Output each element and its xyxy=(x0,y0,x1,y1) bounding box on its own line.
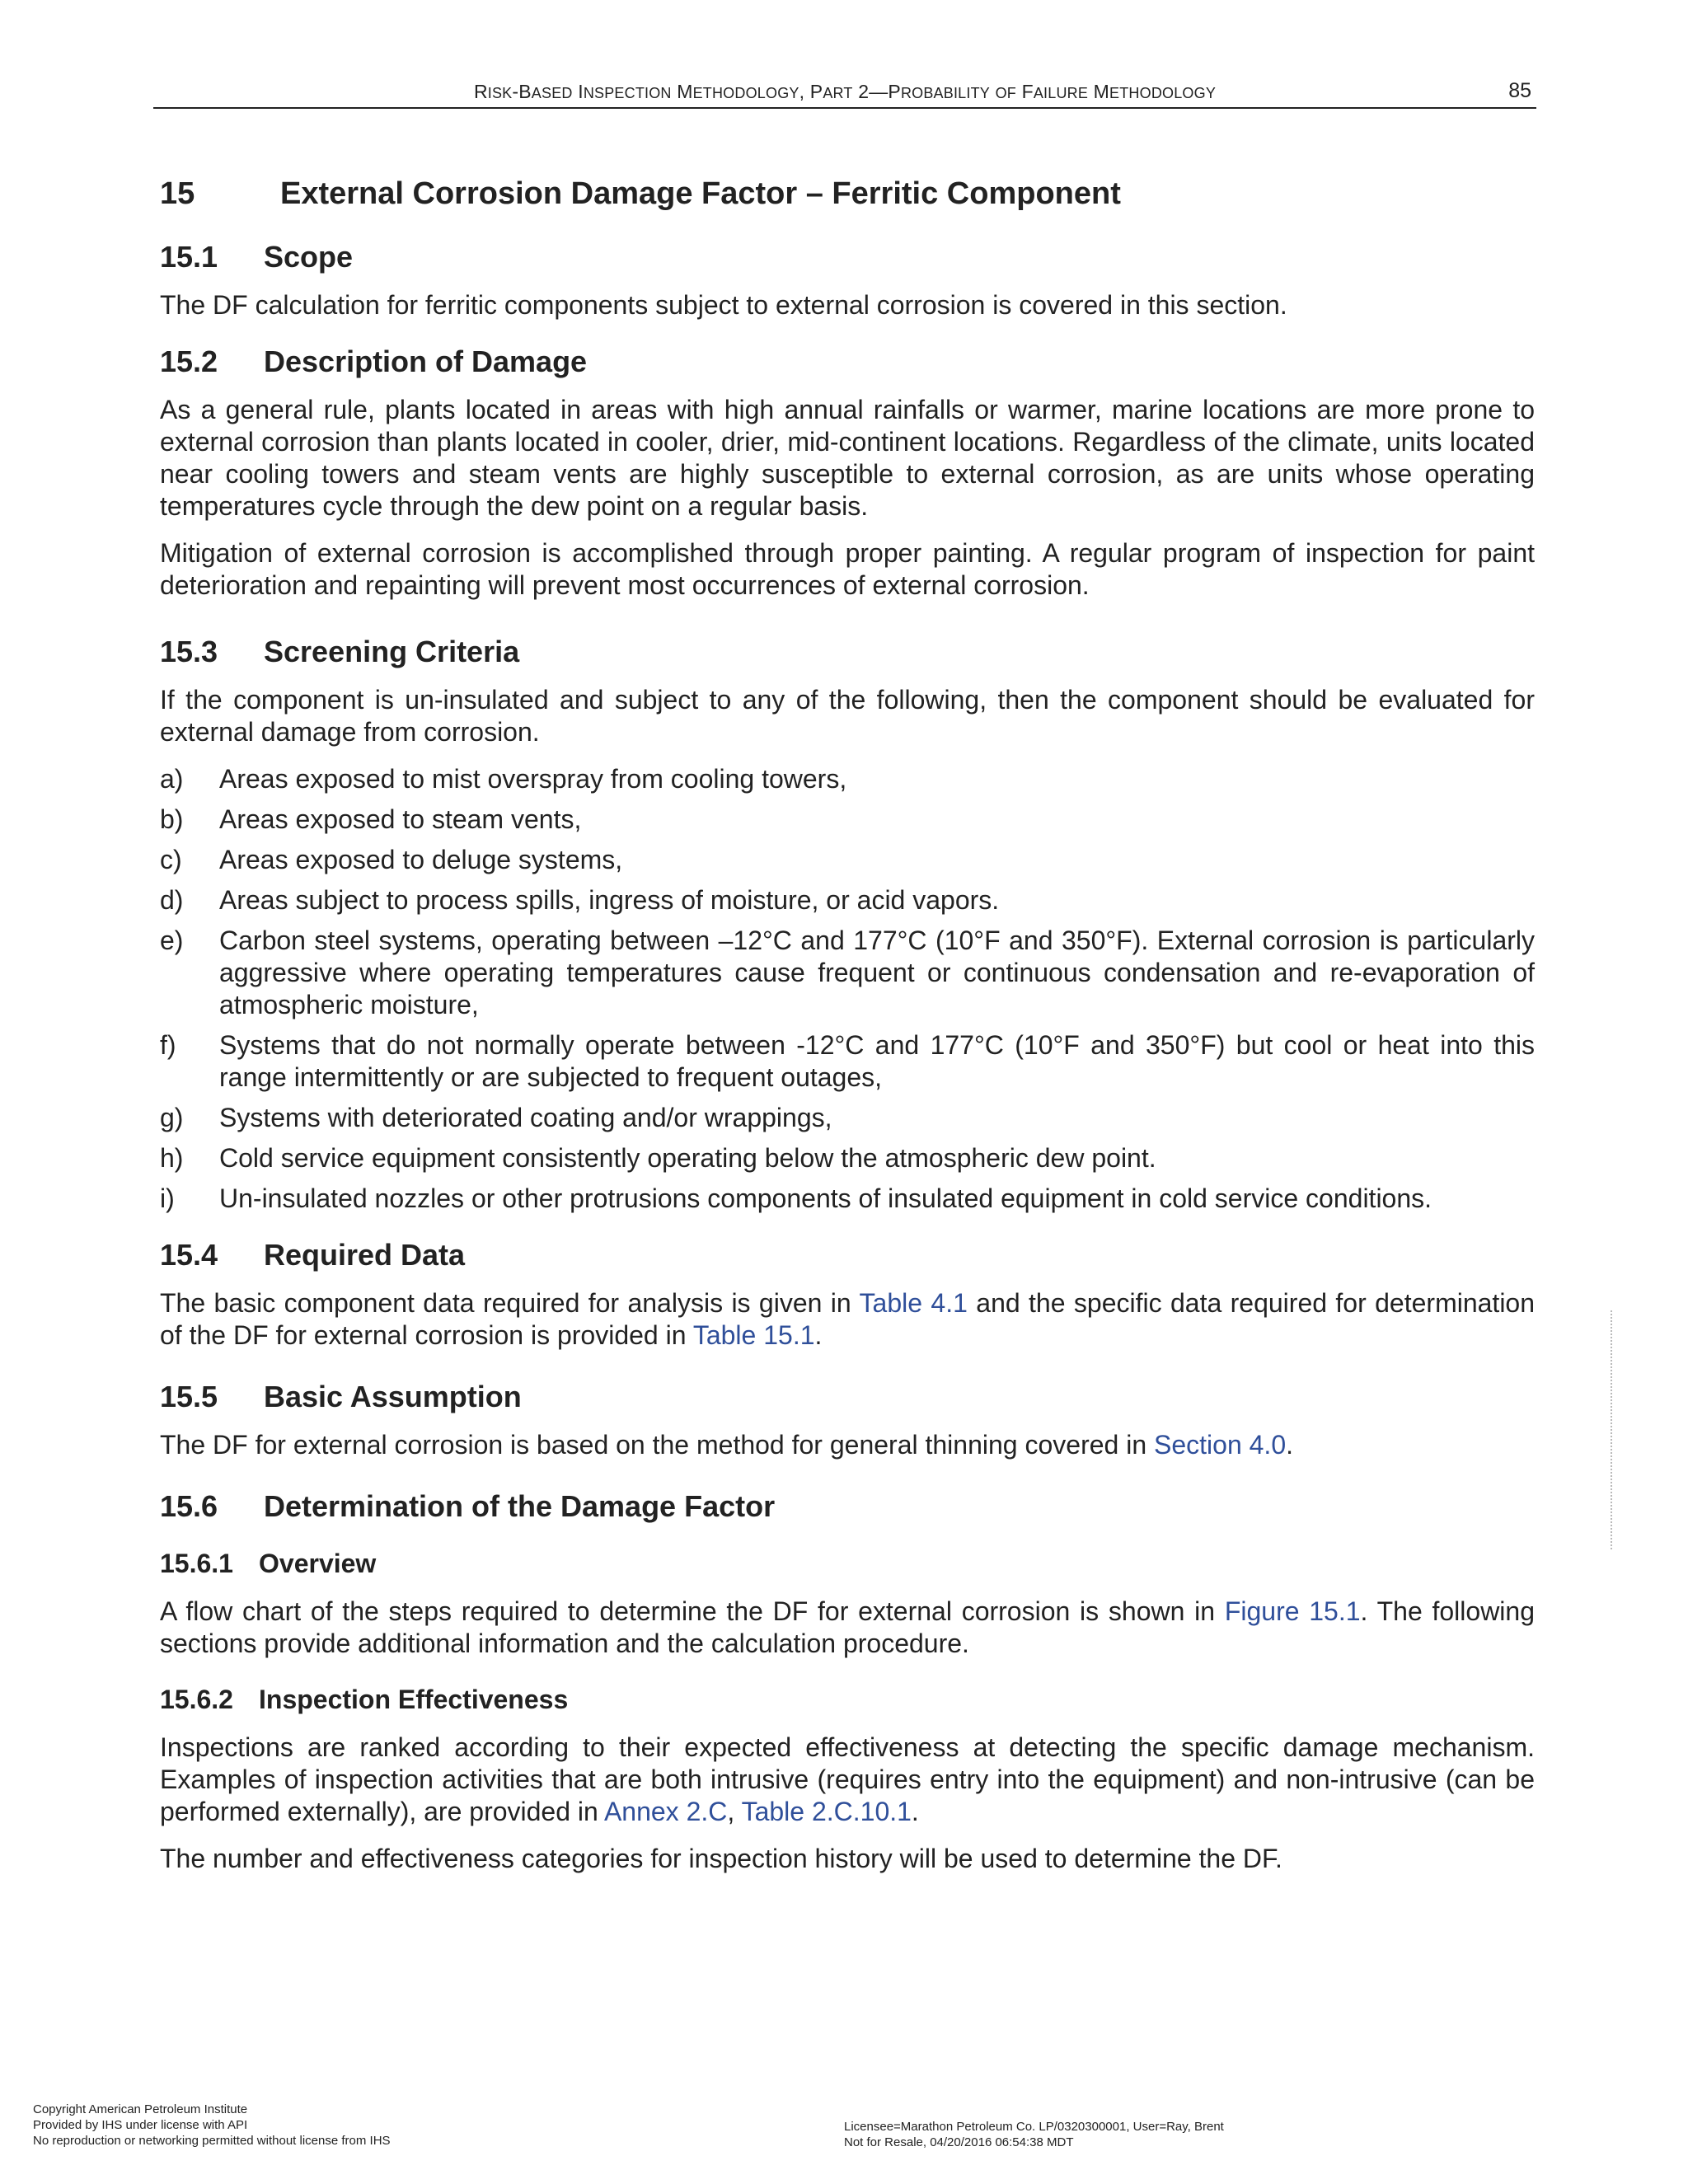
list-item-text: Areas exposed to mist overspray from cooling towers, xyxy=(219,764,847,794)
list-item-text: Carbon steel systems, operating between –12°C and 177°C (10°F and 350°F). External corrosion is particularly aggressive where operating temperatures cause frequent or continuous condensation and re-evaporation of atmospheric moisture, xyxy=(219,926,1535,1019)
title-part: F xyxy=(1015,81,1034,102)
subsubsection-heading-overview xyxy=(160,1549,1535,1579)
list-item-text: Areas exposed to steam vents, xyxy=(219,804,582,834)
list-item-text: Systems that do not normally operate between -12°C and 177°C (10°F and 350°F) but cool or heat into this range intermittently or are subjected to frequent outages, xyxy=(219,1030,1535,1092)
subsection-number: 15.2 xyxy=(160,344,218,378)
list-marker: e) xyxy=(160,926,184,955)
list-item xyxy=(160,1102,1535,1134)
title-part: R xyxy=(473,81,488,102)
paragraph xyxy=(160,1287,1535,1352)
title-part: M xyxy=(1088,81,1110,102)
subsubsection-number: 15.6.2 xyxy=(160,1685,233,1714)
footer-line: No reproduction or networking permitted without license from IHS xyxy=(33,2134,391,2148)
list-item xyxy=(160,884,1535,916)
subsection-heading-screening xyxy=(160,635,1535,669)
subsection-number: 15.4 xyxy=(160,1238,218,1272)
subsubsection-heading-inspection xyxy=(160,1685,1535,1715)
subsection-number: 15.1 xyxy=(160,240,218,274)
list-marker: i) xyxy=(160,1183,175,1213)
footer-line: Not for Resale, 04/20/2016 06:54:38 MDT xyxy=(844,2135,1074,2149)
title-part: ISK xyxy=(487,85,513,101)
list-marker: d) xyxy=(160,885,184,915)
section-title: External Corrosion Damage Factor – Ferritic Component xyxy=(280,176,1121,211)
text-run: . The following sections provide additional information and the calculation procedure. xyxy=(160,1596,1536,1658)
title-part: OF xyxy=(995,85,1016,101)
list-item xyxy=(160,763,1535,795)
paragraph xyxy=(160,1429,1535,1461)
table-2c-10-1-link[interactable]: Table 2.C.10.1 xyxy=(741,1797,912,1826)
subsubsection-title: Inspection Effectiveness xyxy=(259,1685,569,1714)
subsubsection-title: Overview xyxy=(259,1549,377,1578)
title-part: ROBABILITY xyxy=(900,85,990,101)
subsection-title: Screening Criteria xyxy=(264,635,520,668)
footer-right xyxy=(844,2119,1224,2150)
footer-line: Licensee=Marathon Petroleum Co. LP/0320300001, User=Ray, Brent xyxy=(844,2120,1224,2134)
title-part: ETHODOLOGY xyxy=(692,85,799,101)
title-part: AILURE xyxy=(1033,85,1089,101)
subsection-number: 15.5 xyxy=(160,1380,218,1413)
table-15-1-link[interactable]: Table 15.1 xyxy=(692,1320,815,1350)
subsection-title: Description of Damage xyxy=(264,344,588,378)
title-part: M xyxy=(671,81,693,102)
screening-criteria-list xyxy=(160,763,1535,1215)
section-number: 15 xyxy=(160,176,195,211)
list-item xyxy=(160,925,1535,1021)
subsection-title: Scope xyxy=(264,240,354,274)
paragraph: As a general rule, plants located in areas with high annual rainfalls or warmer, marine locations are more prone to external corrosion than plants located in cooler, drier, mid-continent locations. Regardless of the climate, units located near cooling towers and steam vents are highly susceptible to external corrosion, as are units whose operating temperatures cycle through the dew point on a regular basis. xyxy=(160,395,1535,521)
paragraph: The DF calculation for ferritic components subject to external corrosion is covered in this section. xyxy=(160,290,1287,320)
title-part xyxy=(990,81,996,102)
section-4-0-link[interactable]: Section 4.0 xyxy=(1154,1430,1287,1460)
text-run: . xyxy=(911,1797,919,1826)
subsection-heading-determination xyxy=(160,1489,1535,1524)
footer-line: Provided by IHS under license with API xyxy=(33,2118,248,2132)
footer-left xyxy=(33,2102,391,2149)
list-item-text: Areas exposed to deluge systems, xyxy=(219,845,623,874)
paragraph xyxy=(160,1732,1535,1828)
list-marker: f) xyxy=(160,1030,176,1060)
table-4-1-link[interactable]: Table 4.1 xyxy=(859,1288,968,1318)
title-part: ASED xyxy=(531,85,573,101)
list-marker: b) xyxy=(160,804,184,834)
list-item xyxy=(160,1142,1535,1174)
subsection-number: 15.3 xyxy=(160,635,218,668)
section-heading xyxy=(160,176,1535,212)
paragraph: Mitigation of external corrosion is accomplished through proper painting. A regular program of inspection for paint deterioration and repainting will prevent most occurrences of external corrosion. xyxy=(160,538,1535,600)
list-marker: a) xyxy=(160,764,184,794)
subsection-heading-scope xyxy=(160,240,1535,274)
subsection-heading-assumption xyxy=(160,1380,1535,1414)
subsection-heading-required-data xyxy=(160,1238,1535,1272)
footer-line: Copyright American Petroleum Institute xyxy=(33,2102,248,2116)
list-item-text: Cold service equipment consistently operating below the atmospheric dew point. xyxy=(219,1143,1156,1173)
title-part: ART xyxy=(823,85,853,101)
subsection-heading-description xyxy=(160,344,1535,379)
running-header xyxy=(153,77,1536,109)
title-part: , P xyxy=(799,81,823,102)
text-run: A flow chart of the steps required to determine the DF for external corrosion is shown in xyxy=(160,1596,1225,1626)
list-item xyxy=(160,1029,1535,1094)
main-content xyxy=(160,176,1535,1890)
subsection-title: Required Data xyxy=(264,1238,466,1272)
list-marker: c) xyxy=(160,845,182,874)
list-item xyxy=(160,844,1535,876)
running-header-title xyxy=(153,81,1536,103)
list-marker: h) xyxy=(160,1143,184,1173)
list-marker: g) xyxy=(160,1103,184,1132)
paragraph: The number and effectiveness categories for inspection history will be used to determine the DF. xyxy=(160,1844,1282,1873)
title-part: I xyxy=(572,81,584,102)
list-item-text: Areas subject to process spills, ingress of moisture, or acid vapors. xyxy=(219,885,1000,915)
list-item-text: Un-insulated nozzles or other protrusions components of insulated equipment in cold service conditions. xyxy=(219,1183,1432,1213)
list-item xyxy=(160,804,1535,836)
title-part: 2—P xyxy=(852,81,901,102)
text-run: , xyxy=(727,1797,742,1826)
title-part: ETHODOLOGY xyxy=(1109,85,1217,101)
margin-dotted-mark xyxy=(1611,1310,1619,1549)
list-item xyxy=(160,1183,1535,1215)
subsubsection-number: 15.6.1 xyxy=(160,1549,233,1578)
figure-15-1-link[interactable]: Figure 15.1 xyxy=(1224,1596,1361,1626)
paragraph: If the component is un-insulated and subject to any of the following, then the component should be evaluated for external damage from corrosion. xyxy=(160,685,1535,747)
subsection-title: Basic Assumption xyxy=(264,1380,522,1413)
title-part: NSPECTION xyxy=(583,85,672,101)
title-part: -B xyxy=(512,81,532,102)
text-run: and the specific data required for determination of the DF for external corrosion is provided in xyxy=(160,1288,1536,1350)
text-run: . xyxy=(814,1320,823,1350)
text-run: The DF for external corrosion is based on the method for general thinning covered in xyxy=(160,1430,1154,1460)
annex-2c-link[interactable]: Annex 2.C xyxy=(603,1797,728,1826)
text-run: . xyxy=(1286,1430,1293,1460)
text-run: Inspections are ranked according to their expected effectiveness at detecting the specific damage mechanism. Examples of inspection activities that are both intrusive (requires entry into the equipment) and non-intrusive (can be performed externally), are provided in xyxy=(160,1732,1535,1826)
list-item-text: Systems with deteriorated coating and/or wrappings, xyxy=(219,1103,832,1132)
page-number: 85 xyxy=(1508,79,1531,102)
paragraph xyxy=(160,1596,1535,1660)
subsection-number: 15.6 xyxy=(160,1489,218,1523)
subsection-title: Determination of the Damage Factor xyxy=(264,1489,776,1523)
text-run: The basic component data required for analysis is given in xyxy=(160,1288,860,1318)
